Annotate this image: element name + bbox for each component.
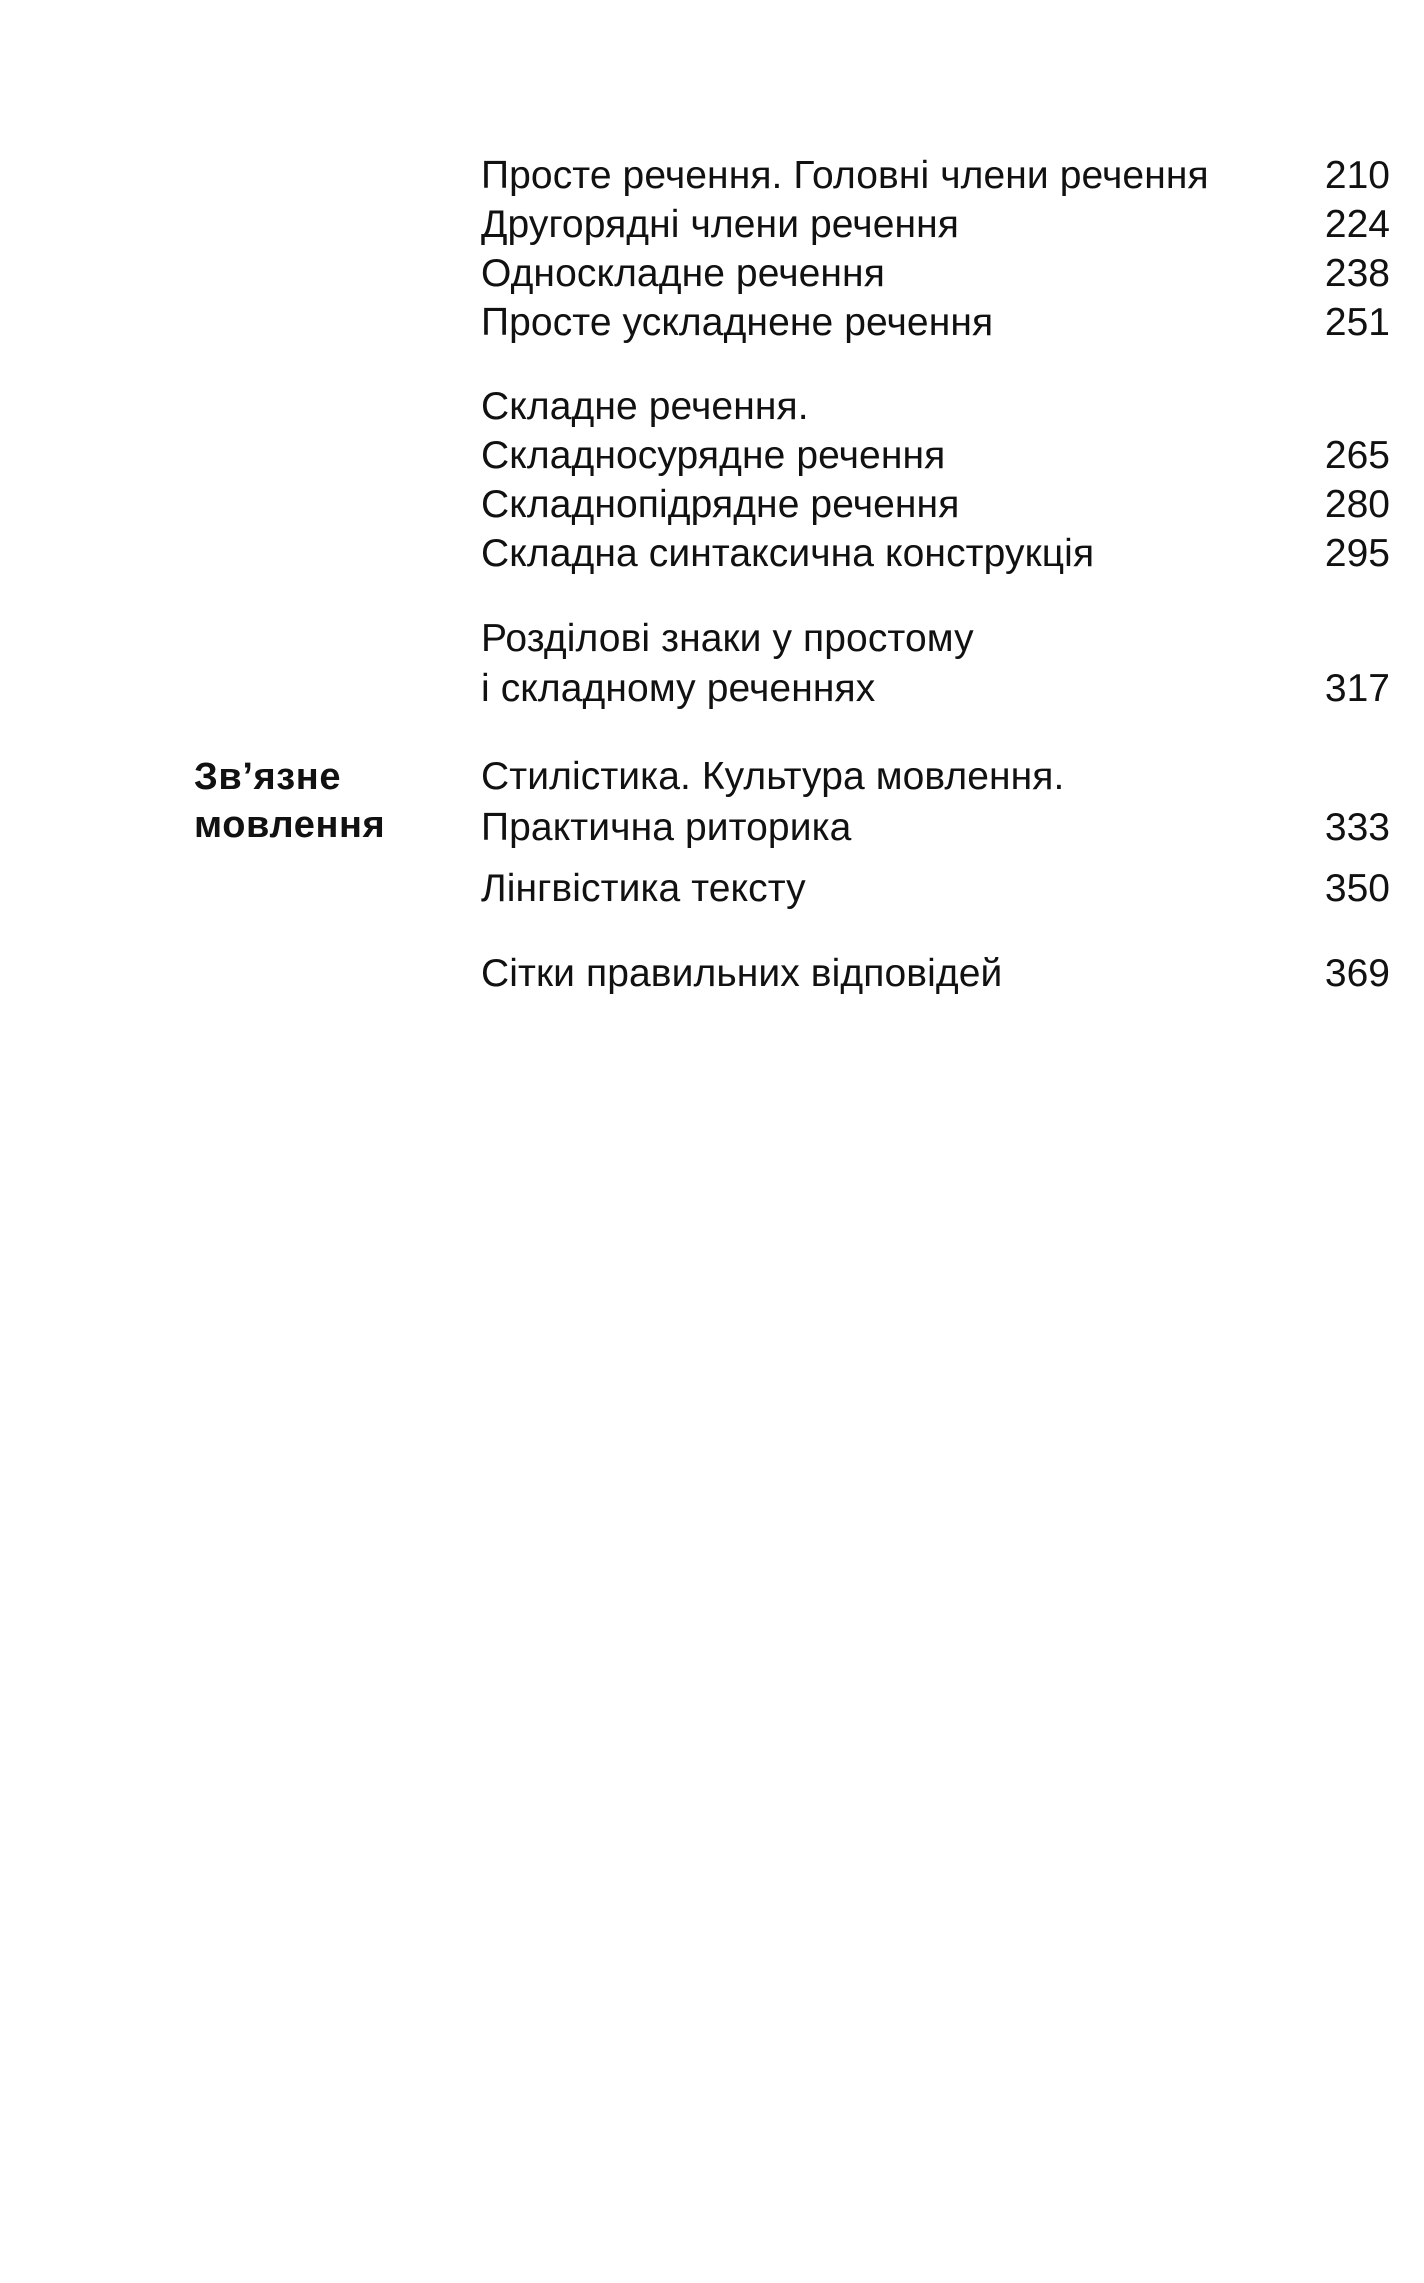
toc-entry-page: 350 <box>1324 867 1390 910</box>
toc-entry-title: Розділові знаки у простому <box>481 617 974 660</box>
section-label-line1: Зв’язне <box>194 756 342 798</box>
toc-entry-page: 251 <box>1324 301 1390 344</box>
toc-entry[interactable] <box>0 529 1424 579</box>
toc-entry[interactable] <box>0 664 1424 714</box>
toc-entry-title: Стилістика. Культура мовлення. <box>481 755 1065 798</box>
toc-entry[interactable] <box>0 431 1424 481</box>
toc-entry-page: 317 <box>1324 667 1390 710</box>
toc-entry[interactable] <box>0 151 1424 201</box>
toc-entry[interactable] <box>0 480 1424 530</box>
toc-entry-page: 210 <box>1324 154 1390 197</box>
toc-entry[interactable] <box>0 249 1424 299</box>
toc-entry-title: Сітки правильних відповідей <box>481 952 1003 995</box>
toc-entry-page: 265 <box>1324 434 1390 477</box>
toc-entry-title: Другорядні члени речення <box>481 203 959 246</box>
toc-entry-title: Складне речення. <box>481 385 809 428</box>
toc-entry[interactable] <box>0 803 1424 853</box>
toc-entry-page: 333 <box>1324 806 1390 849</box>
toc-entry[interactable] <box>0 614 1424 664</box>
toc-entry-page: 295 <box>1324 532 1390 575</box>
toc-entry[interactable] <box>0 864 1424 914</box>
toc-entry[interactable] <box>0 200 1424 250</box>
toc-entry-title: Складна синтаксична конструкція <box>481 532 1095 575</box>
toc-entry[interactable] <box>0 949 1424 999</box>
toc-entry[interactable] <box>0 298 1424 348</box>
toc-entry-title: Просте речення. Головні члени речення <box>481 154 1209 197</box>
toc-entry-page: 369 <box>1324 952 1390 995</box>
toc-entry-title: Лінгвістика тексту <box>481 867 806 910</box>
toc-entry-title: Односкладне речення <box>481 252 885 295</box>
toc-entry[interactable] <box>0 382 1424 432</box>
toc-entry-title: Складносурядне речення <box>481 434 946 477</box>
section-label-line2: мовлення <box>194 804 386 846</box>
toc-entry-title: Просте ускладнене речення <box>481 301 994 344</box>
toc-entry[interactable] <box>0 752 1424 802</box>
toc-entry-page: 224 <box>1324 203 1390 246</box>
toc-entry-page: 238 <box>1324 252 1390 295</box>
toc-entry-title: Складнопідрядне речення <box>481 483 960 526</box>
toc-entry-title: Практична риторика <box>481 806 852 849</box>
toc-entry-title: і складному реченнях <box>481 667 876 710</box>
toc-entry-page: 280 <box>1324 483 1390 526</box>
